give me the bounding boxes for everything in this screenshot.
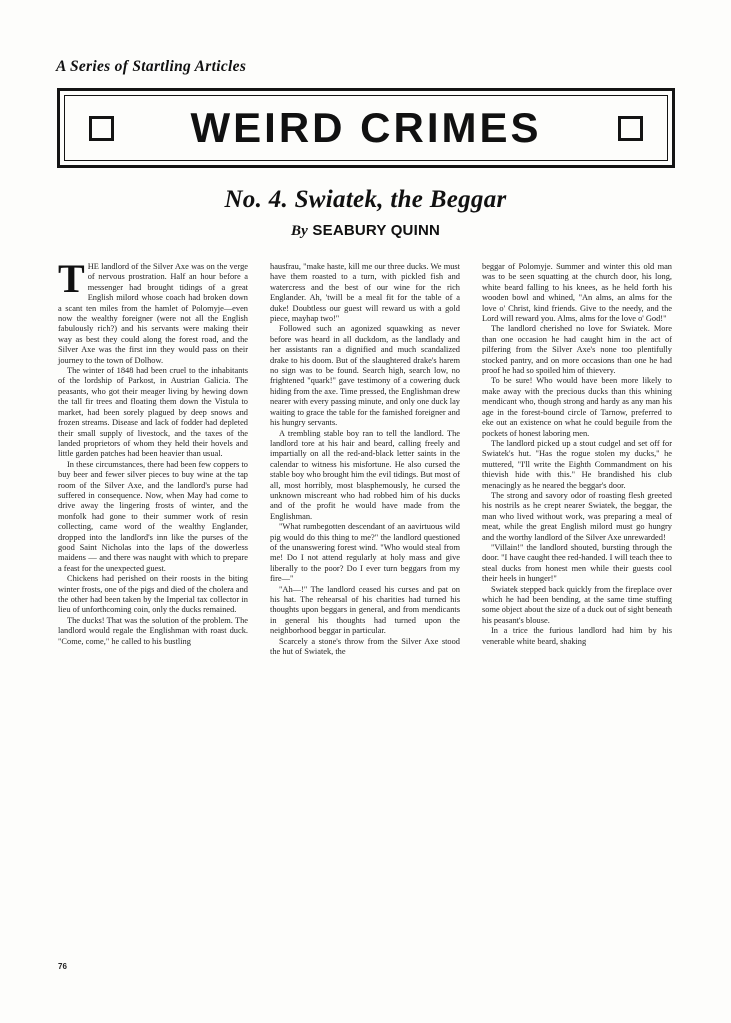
paragraph: "What rumbegotten descendant of an aavirtuous wild pig would do this thing to me?" the landlord questioned of the unanswering forest wind. "Who would steal from me! Do I not attend regularly at holy mass and give liberally to the poor? Do I ever turn beggars from my fire—" bbox=[270, 522, 460, 584]
column-2 bbox=[270, 262, 460, 962]
paragraph: To be sure! Who would have been more likely to make away with the precious ducks than this whining mendicant who, though strong and hardy as any man his age in the forest-bound circle of Tarnow, preferred to eke out an existence on what he could beguile from the pockets of honest laboring men. bbox=[482, 376, 672, 438]
paragraph: hausfrau, "make haste, kill me our three ducks. We must have them roasted to a turn, with pickled fish and watercress and the best of our wine for the rich Englander. Ah, 'twill be a meal fit for the table of a duke! Doubtless our guest will reward us with a gold piece, mayhap two!" bbox=[270, 262, 460, 324]
column-1 bbox=[58, 256, 248, 962]
drop-cap: T bbox=[58, 256, 85, 301]
byline bbox=[0, 222, 731, 240]
paragraph: The landlord cherished no love for Swiatek. More than one occasion he had caught him in the act of pilfering from the Silver Axe's none too plentifully stocked pantry, and on more occasions than one he had proof he had so spoiled him of thievery. bbox=[482, 324, 672, 376]
byline-by-word: By bbox=[290, 223, 309, 239]
paragraph: Swiatek stepped back quickly from the fireplace over which he had been bending, at the same time stuffing some object about the size of a duck out of sight beneath his peasant's blouse. bbox=[482, 584, 673, 625]
paragraph bbox=[58, 256, 248, 366]
paragraph: Followed such an agonized squawking as never before was heard in all duckdom, as the landlady and her assistants ran a dignified and much scandalized drake to his doom. But of the slaughtered drake's harem no sign was to be found. Search high, search low, no frightened "quark!" gave testimony of a cowering duck hiding from the axe. Time pressed, the Englishman drew nearer with every passing minute, and only one duck lay waiting to grace the table for the famished foreigner and his hungry servants. bbox=[270, 324, 460, 428]
paragraph: In these circumstances, there had been few coppers to buy beer and fewer silver pieces to buy wine at the tap room of the Silver Axe, and the landlord's purse had suffered in consequence. Now, when May had come to drive away the lingering frosts of winter, and the monfolk had gone to their summer work of resin collecting, came word of the wealthy Englander, dropped into the landlord's inn like the purses of the good Saint Nicholas into the laps of the dowerless maidens — and there was naught with which to prepare a feast for the unexpected guest. bbox=[58, 459, 248, 573]
paragraph: A trembling stable boy ran to tell the landlord. The landlord tore at his hair and beard, calling freely and impartially on all the red-and-black letter saints in the calendar to witness his misfortune. He also cursed the stable boy who brought him the evil tidings. But most of all, most horribly, most blasphemously, he cursed the unknown miscreant who had robbed him of his ducks and of the profit he would have made from the Englishman. bbox=[270, 428, 460, 521]
byline-author: SEABURY QUINN bbox=[312, 222, 441, 239]
paragraph: beggar of Polomyje. Summer and winter this old man was to be seen squatting at the church door, his long, white beard falling to his knees, as he held forth his wooden bowl and whined, "An alms, an alms for the love o' Christ, kind friends. Give to the needy, and the Lord will reward you. Alms, alms for the love o' God!" bbox=[482, 262, 672, 324]
paragraph: The landlord picked up a stout cudgel and set off for Swiatek's hut. "Has the rogue stolen my ducks," he muttered, "I'll write the Eighth Commandment on his thievish hide with this." He brandished his club menacingly as he neared the beggar's door. bbox=[482, 438, 672, 490]
paragraph: The ducks! That was the solution of the problem. The landlord would regale the Englishman with roast duck. "Come, come," he called to his bustling bbox=[58, 615, 248, 646]
article-body bbox=[58, 256, 674, 962]
article-subtitle: No. 4. Swiatek, the Beggar bbox=[224, 186, 507, 213]
series-line: A Series of Startling Articles bbox=[56, 58, 247, 75]
paragraph: Scarcely a stone's throw from the Silver Axe stood the hut of Swiatek, the bbox=[270, 636, 460, 657]
paragraph: In a trice the furious landlord had him by his venerable white beard, shaking bbox=[482, 626, 672, 646]
title-banner bbox=[57, 88, 675, 168]
paragraph-text: HE landlord of the Silver Axe was on the verge of nervous prostration. Half an hour before a messenger had brought tidings of a great English milord whose coach had broken down a scant ten miles from the hamlet of Polomyje—even now the wealthy foreigner (were not all the English fabulously rich?) and his servants were making their way as best they could along the forest road, and the Silver Axe was the first inn they would pass on their journey to the town of Dolhow. bbox=[58, 262, 248, 365]
paragraph: The winter of 1848 had been cruel to the inhabitants of the lordship of Parkost, in Austrian Galicia. The peasants, who got their meager living by hewing down the tall fir trees and floating them down the Vistula to market, had been sorely plagued by deep snows and frozen streams. Disease and lack of fodder had depleted their small supply of livestock, and the taxes of the landed proprietors of whom they held their hovels and little garden patches had been heavier than usual. bbox=[58, 366, 248, 459]
paragraph: Chickens had perished on their roosts in the biting winter frosts, one of the pigs and died of the cholera and the other had been taken by the Imperial tax collector in lieu of unforthcoming coin, only the ducks remained. bbox=[58, 574, 248, 615]
column-3 bbox=[482, 262, 672, 962]
paragraph: "Ah—!" The landlord ceased his curses and pat on his hat. The rehearsal of his charities had turned his thoughts upon beggars in general, and from mendicants in general his thoughts had turned upon the neighborhood beggar in particular. bbox=[270, 584, 460, 636]
page-title: WEIRD CRIMES bbox=[190, 104, 542, 151]
paragraph: "Villain!" the landlord shouted, bursting through the door. "I have caught thee red-handed. I will teach thee to steal ducks from honest men while their guests cool their heels in hunger!" bbox=[482, 542, 672, 584]
title-banner-inner-border bbox=[64, 95, 668, 161]
page-number: 76 bbox=[58, 962, 67, 971]
paragraph: The strong and savory odor of roasting flesh greeted his nostrils as he crept nearer Swiatek, the beggar, the man who lived without work, was preparing a meal of meat, while the great English milord must go hungry and the worthy landlord of the Silver Axe unrewarded! bbox=[482, 490, 672, 542]
